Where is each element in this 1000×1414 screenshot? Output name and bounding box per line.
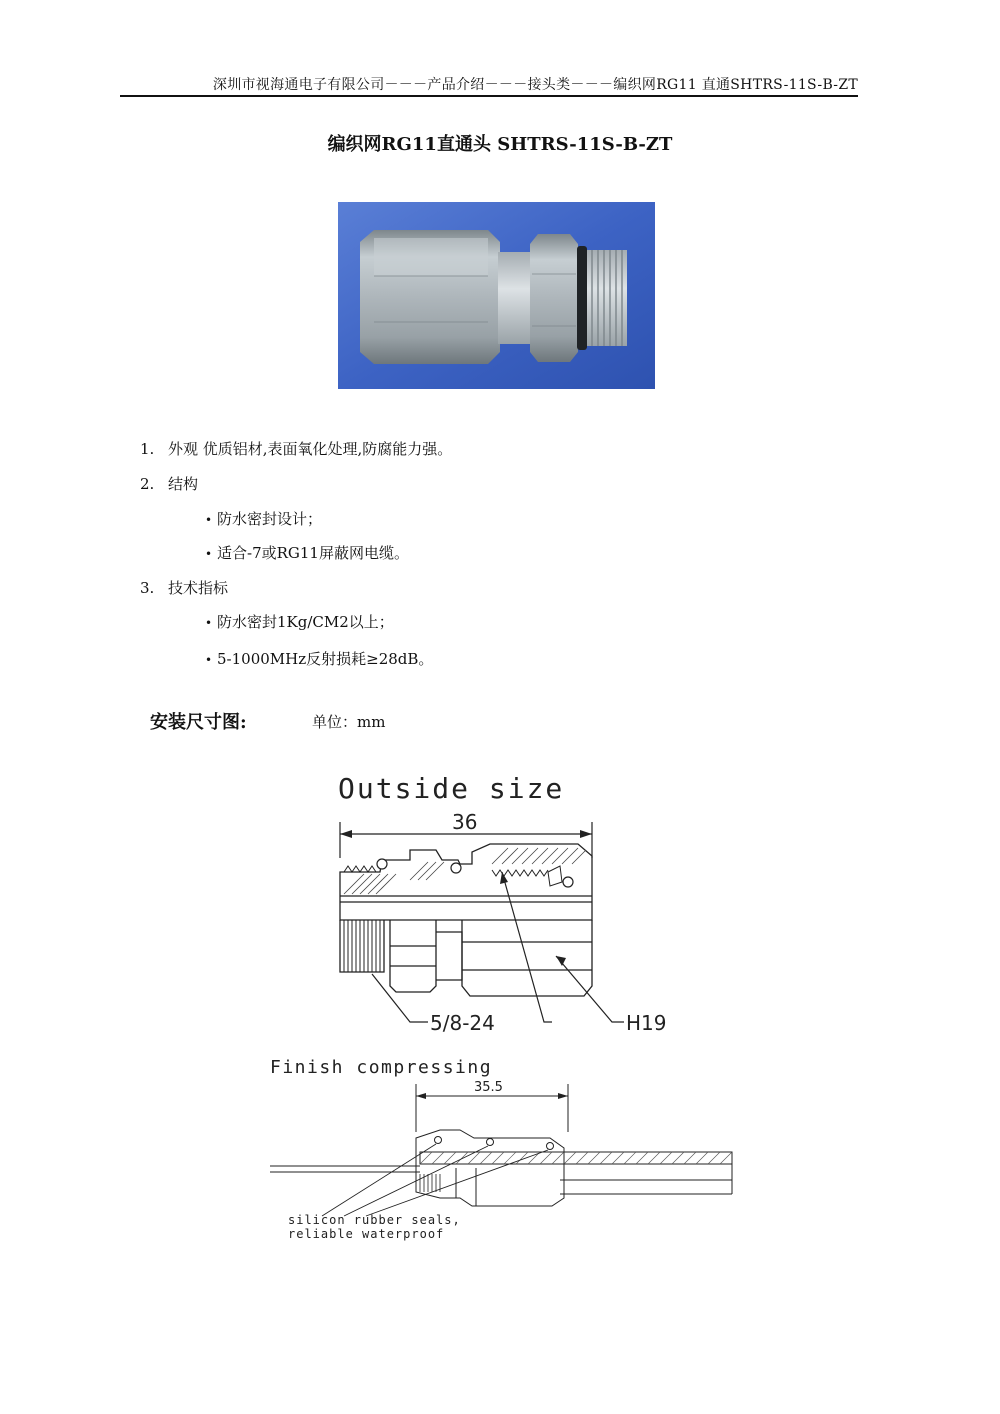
spec-text: 结构 xyxy=(168,475,199,493)
finish-compressing-title: Finish compressing xyxy=(270,1057,493,1078)
dimension-drawing xyxy=(260,760,760,1250)
spec-text: 5-1000MHz反射损耗≥28dB。 xyxy=(217,650,434,668)
spec-text: 防水密封设计； xyxy=(217,510,323,528)
spec-item-2 xyxy=(140,473,198,494)
spec-text: 技术指标 xyxy=(168,579,229,597)
bullet-icon: • xyxy=(205,547,213,561)
bullet-icon: • xyxy=(205,616,213,630)
hex-size-label: H19 xyxy=(626,1011,667,1035)
page-header: 深圳市视海通电子有限公司－－－产品介绍－－－接头类－－－编织网RG11 直通SHTRS-11S-B-ZT xyxy=(212,77,858,93)
spec-number: 2. xyxy=(140,475,155,493)
spec-number: 1. xyxy=(140,440,155,458)
spec-text: 防水密封1Kg/CM2以上； xyxy=(217,613,394,631)
outside-size-title: Outside size xyxy=(338,772,565,805)
install-dimension-heading: 安装尺寸图: xyxy=(150,712,247,733)
bullet-icon: • xyxy=(205,653,213,667)
spec-subitem xyxy=(205,648,433,669)
header-rule xyxy=(120,95,858,97)
spec-subitem xyxy=(205,611,394,632)
compressed-length-label: 35.5 xyxy=(474,1080,503,1095)
seal-note-line-1: silicon rubber seals, xyxy=(288,1213,461,1227)
spec-subitem xyxy=(205,542,409,563)
thread-size-label: 5/8-24 xyxy=(430,1011,495,1035)
overall-length-label: 36 xyxy=(452,810,478,834)
unit-label: 单位：mm xyxy=(312,713,386,731)
product-photo xyxy=(338,202,655,389)
spec-text: 外观 优质铝材,表面氧化处理,防腐能力强。 xyxy=(168,440,453,458)
spec-subitem xyxy=(205,508,322,529)
seal-note-line-2: reliable waterproof xyxy=(288,1227,445,1241)
spec-item-3 xyxy=(140,577,228,598)
document-title: 编织网RG11直通头 SHTRS-11S-B-ZT xyxy=(327,134,673,155)
spec-number: 3. xyxy=(140,579,155,597)
spec-item-1 xyxy=(140,438,452,459)
bullet-icon: • xyxy=(205,513,213,527)
spec-text: 适合-7或RG11屏蔽网电缆。 xyxy=(217,544,409,562)
